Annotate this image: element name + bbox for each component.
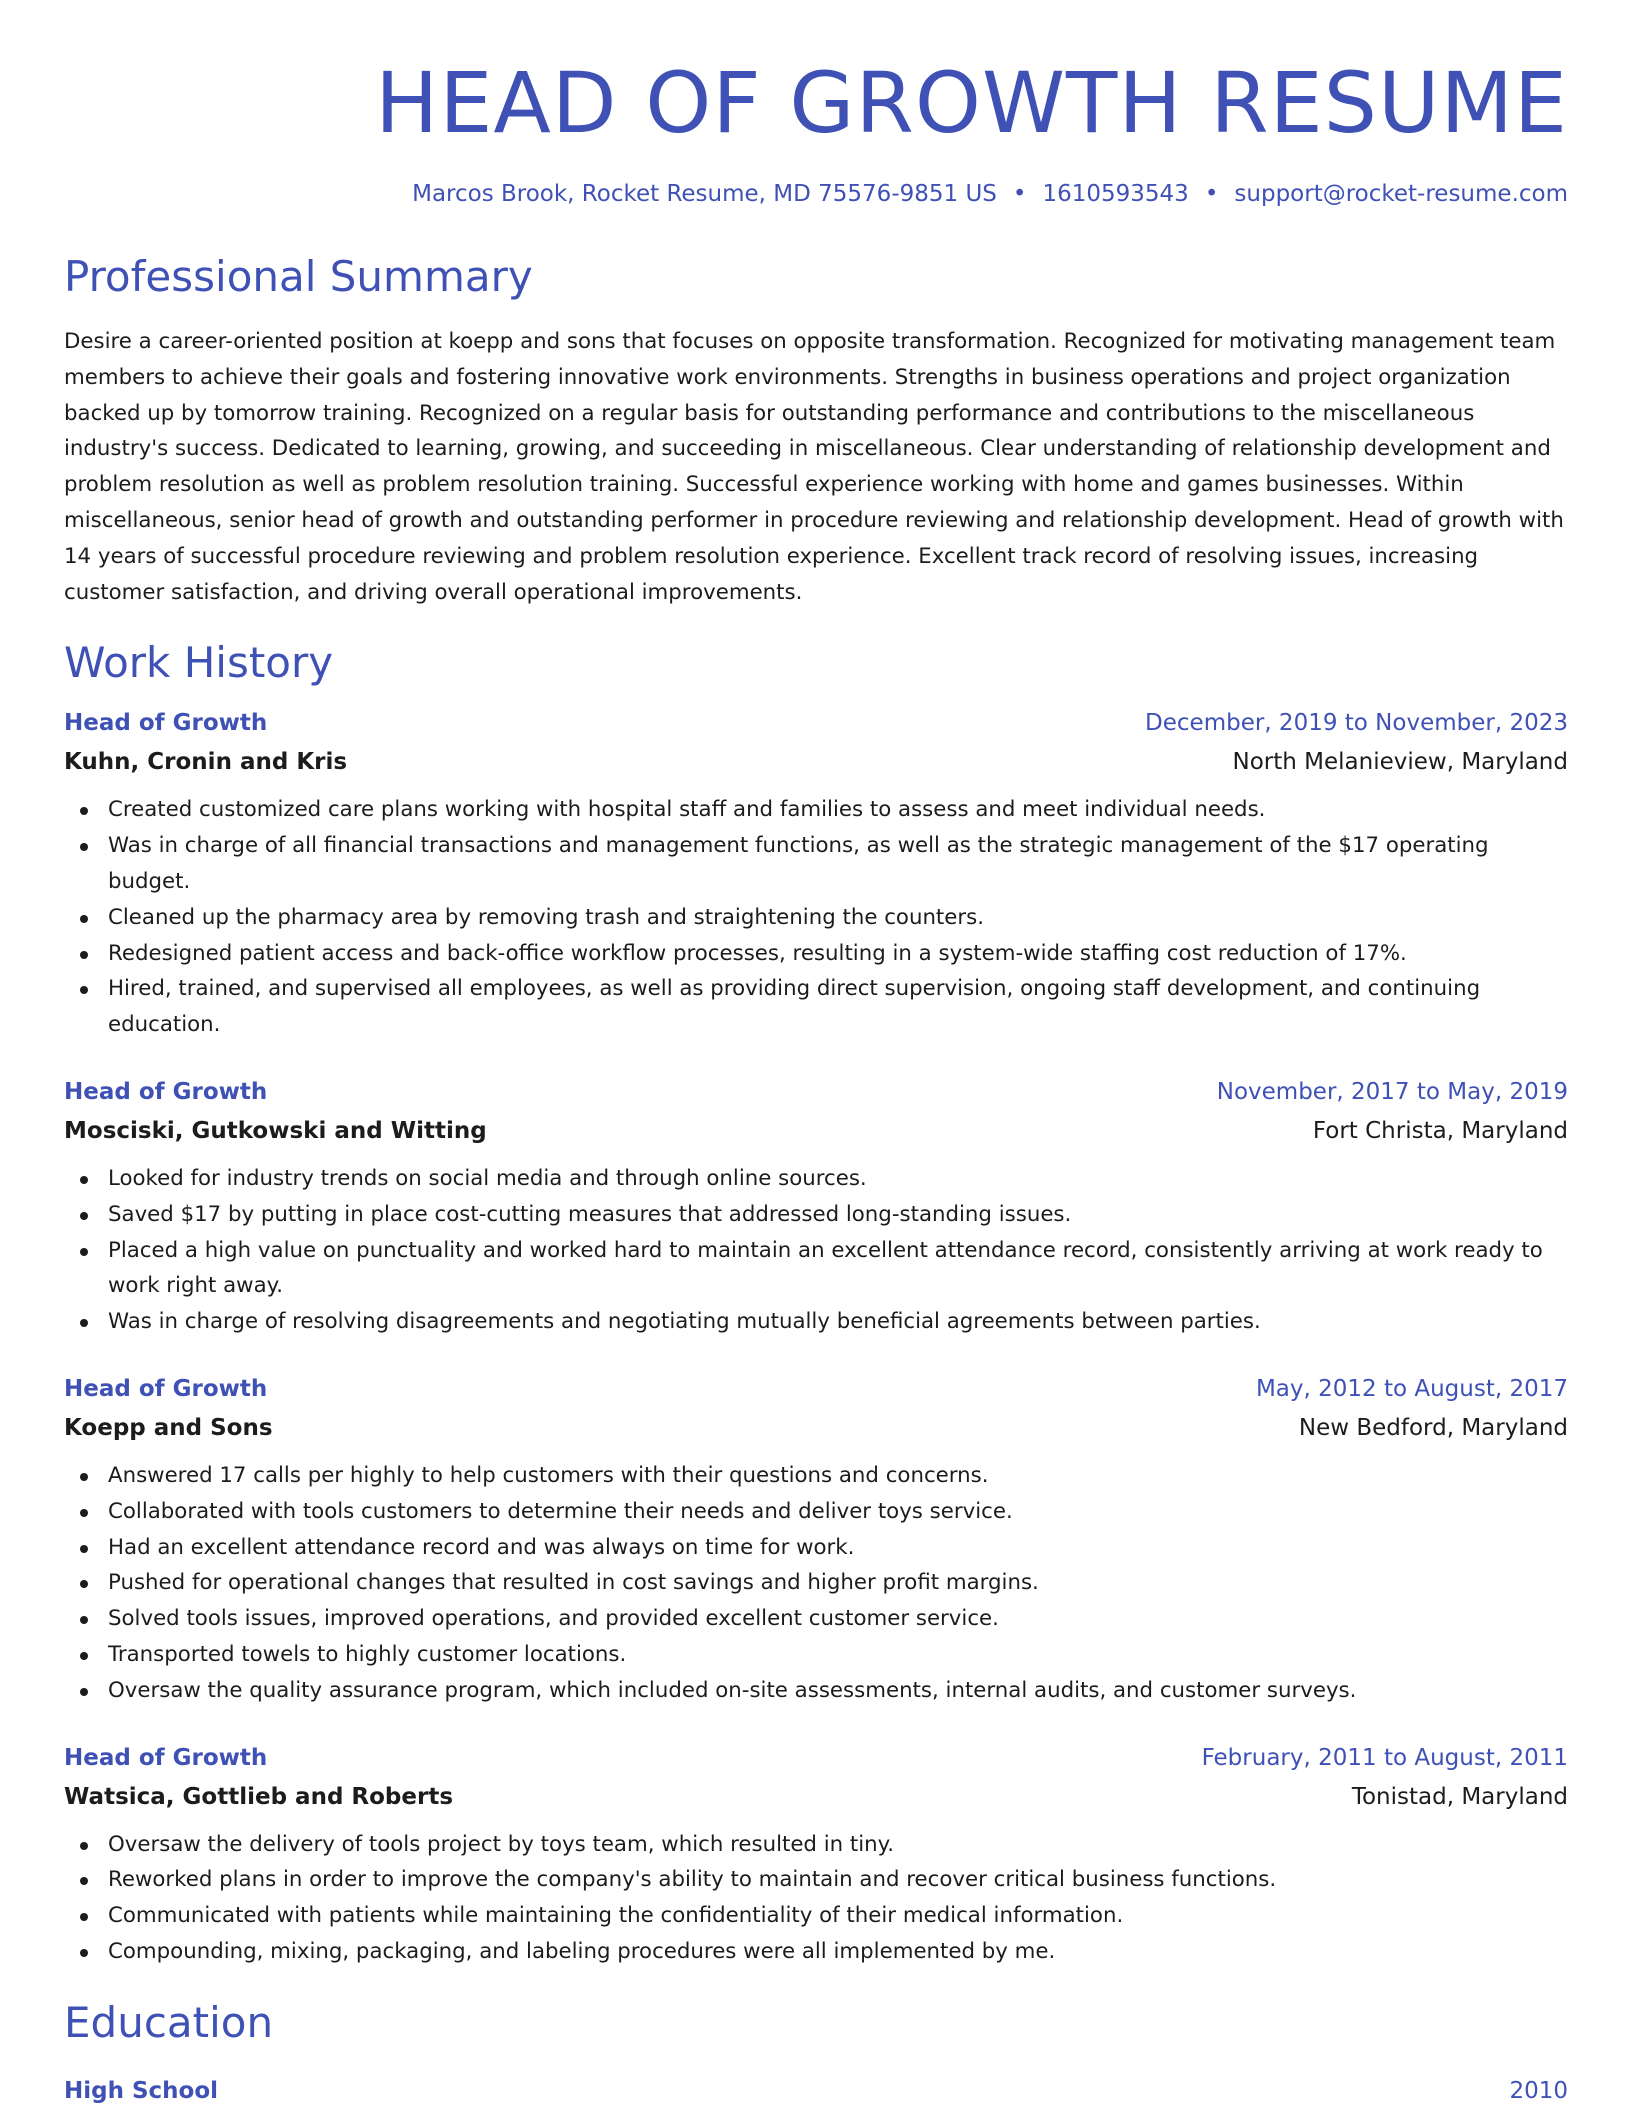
- job-bullet: Hired, trained, and supervised all employees, as well as providing direct supervision, ongoing staff development, and continuing education.: [64, 971, 1568, 1043]
- contact-email: support@rocket-resume.com: [1234, 181, 1568, 207]
- job-bullet: Answered 17 calls per highly to help customers with their questions and concerns.: [64, 1458, 1568, 1494]
- job-bullet: Was in charge of all financial transactions and management functions, as well as the strategic management of the $17 operating budget.: [64, 828, 1568, 900]
- job-company: Kuhn, Cronin and Kris: [64, 749, 348, 776]
- job-company: Koepp and Sons: [64, 1414, 273, 1441]
- job-entry: [64, 704, 1568, 1043]
- job-bullet: Communicated with patients while maintaining the confidentiality of their medical information.: [64, 1898, 1568, 1934]
- job-bullet: Saved $17 by putting in place cost-cutting measures that addressed long-standing issues.: [64, 1197, 1568, 1233]
- job-bullet: Was in charge of resolving disagreements and negotiating mutually beneficial agreements between parties.: [64, 1304, 1568, 1340]
- job-bullet: Collaborated with tools customers to determine their needs and deliver toys service.: [64, 1494, 1568, 1530]
- job-company-row: [64, 1112, 1568, 1151]
- page-title: HEAD OF GROWTH RESUME: [375, 54, 1568, 152]
- job-title: Head of Growth: [64, 1078, 268, 1105]
- job-header-row: [64, 1739, 1568, 1778]
- job-bullet: Looked for industry trends on social media and through online sources.: [64, 1161, 1568, 1197]
- job-bullet: Oversaw the delivery of tools project by toys team, which resulted in tiny.: [64, 1827, 1568, 1863]
- resume-page: [64, 0, 1568, 2111]
- job-entry: [64, 1739, 1568, 1970]
- job-bullet: Compounding, mixing, packaging, and labeling procedures were all implemented by me.: [64, 1934, 1568, 1970]
- job-bullet: Created customized care plans working with hospital staff and families to assess and meet individual needs.: [64, 792, 1568, 828]
- job-bullet: Cleaned up the pharmacy area by removing trash and straightening the counters.: [64, 900, 1568, 936]
- contact-info: [64, 178, 1568, 210]
- job-dates: December, 2019 to November, 2023: [1145, 710, 1568, 737]
- job-company-row: [64, 743, 1568, 782]
- contact-phone: 1610593543: [1042, 181, 1189, 207]
- job-title: Head of Growth: [64, 710, 268, 737]
- job-dates: November, 2017 to May, 2019: [1216, 1078, 1568, 1105]
- contact-address: Marcos Brook, Rocket Resume, MD 75576-9851 US: [412, 181, 997, 207]
- job-bullet: Redesigned patient access and back-office workflow processes, resulting in a system-wide staffing cost reduction of 17%.: [64, 936, 1568, 972]
- job-company: Mosciski, Gutkowski and Witting: [64, 1117, 487, 1144]
- job-company-row: [64, 1778, 1568, 1817]
- job-header-row: [64, 1370, 1568, 1409]
- education-heading: Education: [64, 1997, 274, 2047]
- job-company: Watsica, Gottlieb and Roberts: [64, 1783, 454, 1810]
- job-bullets: [64, 792, 1568, 1043]
- job-location: New Bedford, Maryland: [1298, 1414, 1568, 1441]
- job-location: Fort Christa, Maryland: [1312, 1117, 1568, 1144]
- job-header-row: [64, 704, 1568, 743]
- job-location: Tonistad, Maryland: [1351, 1783, 1568, 1810]
- job-title: Head of Growth: [64, 1375, 268, 1402]
- job-title: Head of Growth: [64, 1744, 268, 1771]
- job-header-row: [64, 1073, 1568, 1112]
- job-bullet: Reworked plans in order to improve the company's ability to maintain and recover critical business functions.: [64, 1862, 1568, 1898]
- job-bullet: Oversaw the quality assurance program, which included on-site assessments, internal audits, and customer surveys.: [64, 1673, 1568, 1709]
- contact-separator: •: [1012, 181, 1027, 207]
- job-location: North Melanieview, Maryland: [1232, 749, 1568, 776]
- contact-separator: •: [1204, 181, 1219, 207]
- education-entry: [64, 2072, 1568, 2111]
- job-entry: [64, 1370, 1568, 1709]
- job-bullet: Transported towels to highly customer locations.: [64, 1637, 1568, 1673]
- job-entry: [64, 1073, 1568, 1340]
- job-bullet: Pushed for operational changes that resulted in cost savings and higher profit margins.: [64, 1565, 1568, 1601]
- job-bullet: Solved tools issues, improved operations, and provided excellent customer service.: [64, 1601, 1568, 1637]
- job-bullets: [64, 1458, 1568, 1709]
- work-history-heading: Work History: [64, 638, 334, 688]
- summary-text: Desire a career-oriented position at koepp and sons that focuses on opposite transformation. Recognized for motivating management team members to achieve their goals and fostering innovative work environments. Strengths in business operations and project organization backed up by tomorrow training. Recognized on a regular basis for outstanding performance and contributions to the miscellaneous industry's success. Dedicated to learning, growing, and succeeding in miscellaneous. Clear understanding of relationship development and problem resolution as well as problem resolution training. Successful experience working with home and games businesses. Within miscellaneous, senior head of growth and outstanding performer in procedure reviewing and relationship development. Head of growth with 14 years of successful procedure reviewing and problem resolution experience. Excellent track record of resolving issues, increasing customer satisfaction, and driving overall operational improvements.: [64, 329, 1564, 605]
- job-dates: February, 2011 to August, 2011: [1201, 1744, 1568, 1771]
- job-bullets: [64, 1827, 1568, 1970]
- summary-heading: Professional Summary: [64, 252, 533, 301]
- education-year: 2010: [1509, 2077, 1568, 2104]
- job-company-row: [64, 1409, 1568, 1448]
- education-degree: High School: [64, 2077, 219, 2104]
- job-bullet: Had an excellent attendance record and was always on time for work.: [64, 1530, 1568, 1566]
- job-bullets: [64, 1161, 1568, 1340]
- job-dates: May, 2012 to August, 2017: [1255, 1375, 1568, 1402]
- job-bullet: Placed a high value on punctuality and worked hard to maintain an excellent attendance record, consistently arriving at work ready to work right away.: [64, 1233, 1568, 1305]
